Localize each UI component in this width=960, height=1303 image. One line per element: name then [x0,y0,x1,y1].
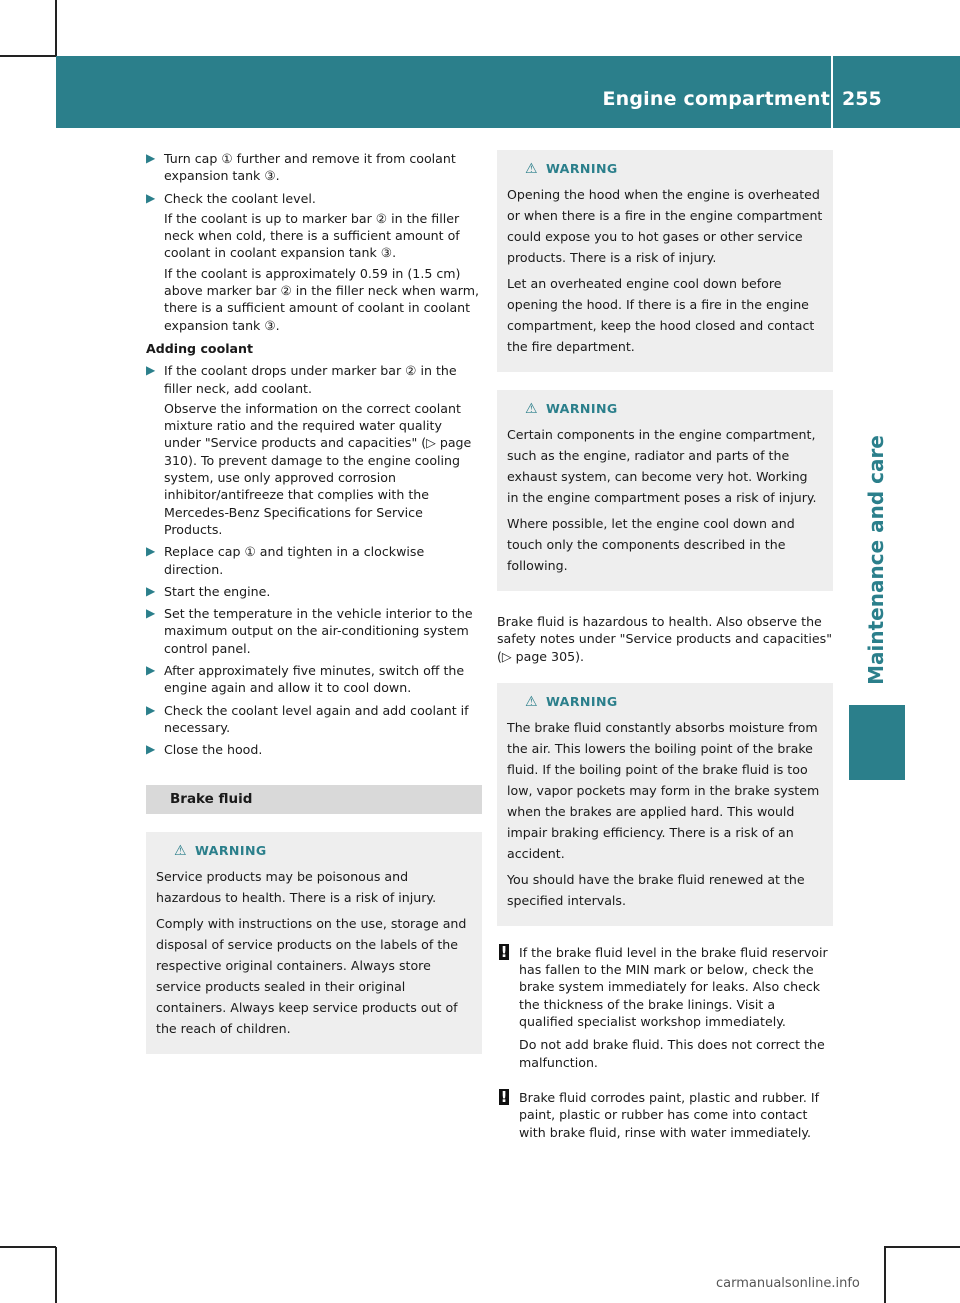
header-divider [831,56,833,128]
crop-mark [55,0,57,56]
footer-watermark[interactable]: carmanualsonline.info [716,1276,860,1291]
step-text: Set the temperature in the vehicle interior to the maximum output on the air-conditioning system control panel. [164,606,473,656]
step-item [146,741,482,758]
crop-mark [55,1247,57,1303]
warning-text: Service products may be poisonous and hazardous to health. There is a risk of injury. [156,868,437,905]
step-arrow-icon: ▶ [146,606,156,621]
warning-title [174,840,472,862]
warning-triangle-icon: ⚠ [174,842,187,859]
step-item [146,662,482,697]
section-heading: Brake fluid [146,785,482,814]
body-text: Brake fluid is hazardous to health. Also observe the safety notes under "Service products and capacities" (▷ page 305). [497,614,833,664]
step-text: Replace cap ① and tighten in a clockwise direction. [164,544,425,577]
chapter-tab-label: Maintenance and care [864,435,888,685]
steps-list [146,362,482,758]
warning-text: The brake fluid constantly absorbs moisture from the air. This lowers the boiling point of the brake fluid. If the boiling point of the brake fluid is too low, vapor pockets may form in the brake system when the brakes are applied hard. This would impair braking efficiency. There is a risk of an accident. [507,719,820,861]
subheading: Adding coolant [146,340,254,356]
warning-triangle-icon: ⚠ [525,161,538,177]
warning-text: You should have the brake fluid renewed at the specified intervals. [507,871,805,908]
note-text: Do not add brake fluid. This does not correct the malfunction. [519,1037,825,1070]
step-arrow-icon: ▶ [146,151,156,165]
warning-text: Let an overheated engine cool down before opening the hood. If there is a fire in the engine compartment, keep the hood closed and contact the fire department. [507,276,815,354]
warning-label: WARNING [545,693,618,709]
step-arrow-icon: ▶ [146,742,156,757]
note-text: Brake fluid corrodes paint, plastic and rubber. If paint, plastic or rubber has come into contact with brake fluid, rinse with water immediately. [519,1089,820,1140]
crop-mark [884,1246,960,1248]
note-item [497,944,833,1071]
step-arrow-icon: ▶ [146,583,156,598]
step-item [146,543,482,578]
step-item [146,190,482,334]
crop-mark [0,55,56,57]
step-text: Observe the information on the correct coolant mixture ratio and the required water quality under "Service products and capacities" (▷ page 310). To prevent damage to the engine cooling system, use only approved corrosion inhibitor/antifreeze that complies with the Mercedes-Benz Specifications for Service Products. [164,400,472,537]
step-text: Check the coolant level. [164,190,316,206]
crop-mark [0,1246,56,1248]
step-text: After approximately five minutes, switch off the engine again and allow it to cool down. [164,663,465,696]
step-arrow-icon: ▶ [146,190,156,205]
exclamation-icon: ! [500,1087,508,1106]
step-text: Check the coolant level again and add coolant if necessary. [164,702,469,735]
step-arrow-icon: ▶ [146,663,156,678]
step-text: If the coolant is up to marker bar ② in the filler neck when cold, there is a sufficient amount of coolant in coolant expansion tank ③. [164,210,460,261]
warning-text: Opening the hood when the engine is overheated or when there is a fire in the engine compartment could expose you to hot gases or other service products. There is a risk of injury. [507,187,823,265]
steps-list [146,150,482,334]
step-text: Start the engine. [164,583,271,599]
step-item [146,605,482,657]
warning-box [497,683,833,926]
step-text: If the coolant is approximately 0.59 in (1.5 cm) above marker bar ② in the filler neck when warm, there is a sufficient amount of coolant in coolant expansion tank ③. [164,265,479,333]
step-text: Turn cap ① further and remove it from coolant expansion tank ③. [164,151,456,184]
warning-label: WARNING [545,401,618,416]
warning-text: Comply with instructions on the use, storage and disposal of service products on the labels of the respective original containers. Always store service products sealed in their original containers. Always keep service products out of the reach of children. [156,915,467,1036]
right-column [497,150,833,1151]
warning-title [525,158,823,180]
note-text: If the brake fluid level in the brake fluid reservoir has fallen to the MIN mark or below, check the brake system immediately for leaks. Also check the thickness of the brake linings. Visit a qualified specialist workshop immediately. [519,944,828,1030]
step-item [146,583,482,600]
warning-triangle-icon: ⚠ [525,693,538,710]
warning-box [497,150,833,372]
warning-title [525,398,823,420]
crop-mark [884,1247,886,1303]
exclamation-icon: ! [500,942,508,961]
chapter-tab [856,420,896,700]
warning-text: Certain components in the engine compartment, such as the engine, radiator and parts of the exhaust system, can become very hot. Working in the engine compartment poses a risk of injury. [507,427,817,505]
chapter-marker [849,705,905,780]
notes-list [497,944,833,1141]
step-item [146,362,482,538]
step-item [146,702,482,737]
warning-text: Where possible, let the engine cool down and touch only the components described in the following. [507,516,795,573]
step-item [146,150,482,185]
warning-title [525,691,823,713]
warning-label: WARNING [545,161,618,176]
step-arrow-icon: ▶ [146,702,156,717]
note-item [497,1089,833,1141]
step-arrow-icon: ▶ [146,363,156,378]
page-number: 255 [842,88,882,110]
warning-box [146,832,482,1054]
step-text: If the coolant drops under marker bar ② in the filler neck, add coolant. [164,363,457,396]
warning-box [497,390,833,591]
page-title: Engine compartment [602,88,830,110]
warning-triangle-icon: ⚠ [525,401,538,417]
step-arrow-icon: ▶ [146,544,156,559]
step-text: Close the hood. [164,742,263,758]
left-column [146,150,482,1054]
warning-label: WARNING [194,842,267,858]
